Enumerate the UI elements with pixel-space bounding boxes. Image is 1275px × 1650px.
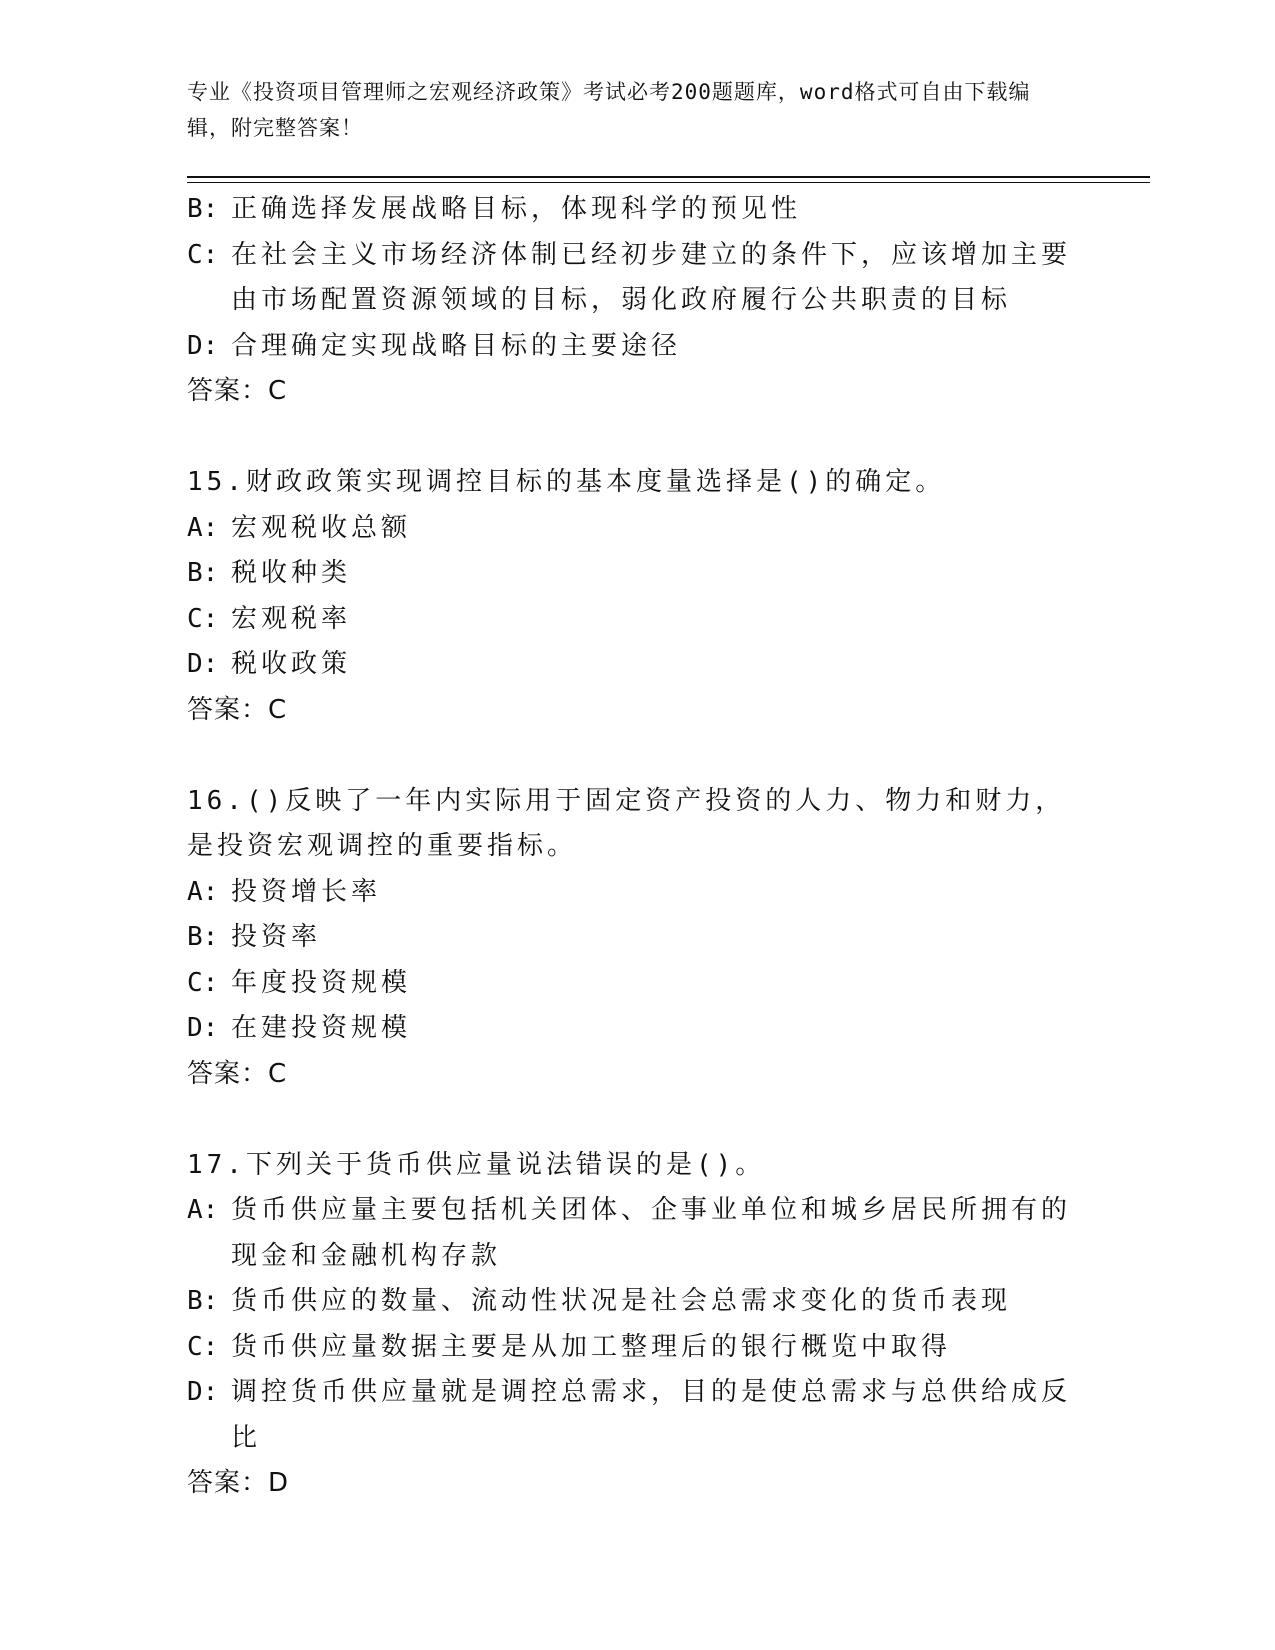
question-15 bbox=[187, 460, 1087, 733]
question-14-continuation bbox=[187, 187, 1087, 415]
option-label: C: bbox=[187, 239, 219, 270]
option-text: 货币供应量数据主要是从加工整理后的银行概览中取得 bbox=[231, 1331, 952, 1362]
question-17 bbox=[187, 1143, 1087, 1507]
option-text: 投资增长率 bbox=[231, 876, 382, 907]
answer-line: 答案：C bbox=[187, 376, 288, 406]
option-label: A: bbox=[187, 876, 219, 907]
answer-line: 答案：C bbox=[187, 1058, 288, 1089]
option-line bbox=[187, 1279, 1087, 1325]
option-label: C: bbox=[187, 1331, 219, 1362]
option-line bbox=[187, 551, 1087, 597]
option-label: D: bbox=[187, 649, 219, 679]
option-text: 在建投资规模 bbox=[231, 1013, 412, 1043]
option-label: C: bbox=[187, 967, 219, 998]
option-line bbox=[187, 961, 1087, 1007]
option-line bbox=[187, 187, 1087, 233]
option-text: 税收政策 bbox=[231, 649, 352, 679]
option-line bbox=[187, 324, 1087, 370]
option-label: B: bbox=[187, 1286, 219, 1316]
option-label: A: bbox=[187, 1195, 219, 1225]
spacer bbox=[187, 415, 1087, 461]
header-divider-thick bbox=[187, 176, 1150, 178]
option-line bbox=[187, 1006, 1087, 1052]
header-divider-thin bbox=[187, 182, 1150, 183]
option-text: 宏观税收总额 bbox=[231, 512, 412, 543]
page-header: 专业《投资项目管理师之宏观经济政策》考试必考200题题库，word格式可自由下载编辑，附完整答案！ bbox=[187, 80, 1031, 140]
answer-line: 答案：C bbox=[187, 694, 288, 725]
question-content bbox=[187, 187, 1087, 1507]
answer-line: 答案：D bbox=[187, 1468, 290, 1498]
option-text: 投资率 bbox=[231, 922, 322, 952]
option-text: 在社会主义市场经济体制已经初步建立的条件下，应该增加主要由市场配置资源领域的目标，弱化政府履行公共职责的目标 bbox=[231, 239, 1072, 315]
option-text: 货币供应的数量、流动性状况是社会总需求变化的货币表现 bbox=[231, 1286, 1012, 1316]
option-text: 年度投资规模 bbox=[231, 967, 412, 998]
option-label: D: bbox=[187, 330, 219, 361]
option-label: B: bbox=[187, 194, 219, 224]
question-title: 17.下列关于货币供应量说法错误的是()。 bbox=[187, 1149, 766, 1180]
option-line bbox=[187, 597, 1087, 643]
option-line bbox=[187, 506, 1087, 552]
option-line bbox=[187, 233, 1087, 324]
spacer bbox=[187, 1097, 1087, 1143]
option-text: 正确选择发展战略目标，体现科学的预见性 bbox=[231, 194, 802, 224]
question-title: 16.()反映了一年内实际用于固定资产投资的人力、物力和财力，是投资宏观调控的重要指标。 bbox=[187, 785, 1066, 861]
option-text: 合理确定实现战略目标的主要途径 bbox=[231, 330, 682, 361]
option-label: B: bbox=[187, 922, 219, 952]
option-label: A: bbox=[187, 512, 219, 543]
option-text: 宏观税率 bbox=[231, 603, 352, 634]
option-line bbox=[187, 915, 1087, 961]
option-label: D: bbox=[187, 1013, 219, 1043]
option-label: C: bbox=[187, 603, 219, 634]
option-line bbox=[187, 870, 1087, 916]
option-line bbox=[187, 1188, 1087, 1279]
option-text: 税收种类 bbox=[231, 558, 352, 588]
question-16 bbox=[187, 779, 1087, 1098]
option-label: D: bbox=[187, 1377, 219, 1407]
question-title: 15.财政政策实现调控目标的基本度量选择是()的确定。 bbox=[187, 467, 946, 497]
option-text: 货币供应量主要包括机关团体、企事业单位和城乡居民所拥有的现金和金融机构存款 bbox=[231, 1195, 1072, 1271]
option-line bbox=[187, 1325, 1087, 1371]
option-text: 调控货币供应量就是调控总需求，目的是使总需求与总供给成反比 bbox=[231, 1377, 1072, 1453]
option-line bbox=[187, 642, 1087, 688]
option-line bbox=[187, 1370, 1087, 1461]
spacer bbox=[187, 733, 1087, 779]
option-label: B: bbox=[187, 558, 219, 588]
